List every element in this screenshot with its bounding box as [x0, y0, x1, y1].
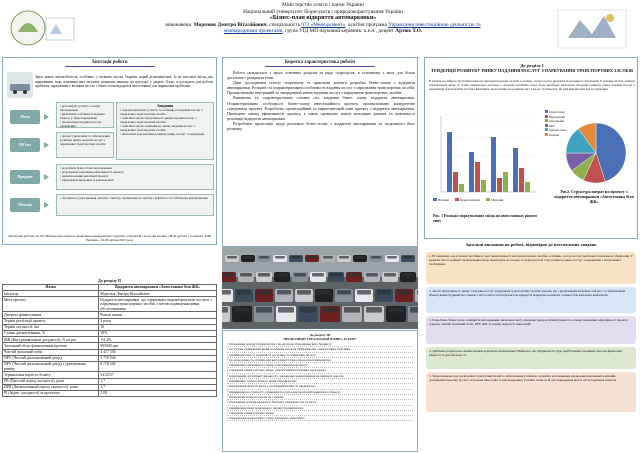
indicator-name: Мета проекту	[3, 297, 99, 312]
specialty-link[interactable]: 073 «Менеджмент»	[301, 21, 346, 28]
parking-distribution-chart	[431, 112, 541, 198]
ministry-line: Міністерство освіти і науки України	[282, 2, 364, 8]
table-row	[3, 391, 217, 397]
legend-item	[433, 198, 449, 202]
project-indicators-table	[2, 284, 217, 397]
indicator-value: Власні кошти	[99, 312, 217, 318]
section3-caption: До розділу ІІІ	[309, 333, 331, 337]
proposals-panel	[222, 330, 418, 452]
indicator-value: 3,08	[99, 391, 217, 397]
approbation-note: Апробація роботи: на VII Міжнародна науково-практична конференція студентів, аспірантів і молодих вчених «Нові рубежі у розвитку АПК України», 19-20 квітня 2023 року	[7, 234, 212, 243]
bar	[447, 132, 452, 192]
task-box-1	[56, 102, 114, 128]
proposal-item: • збільшення доходів місцевого бюджету підприємства та міста;	[227, 400, 413, 405]
conclusion-item: 3. Розроблено бізнес-план з відкриття автопарковки, визначено мету, завдання, джерела фінансування та основні показники ефективності проекту, зокрема, чистий грошовий потік, NPV, IRR та термін окупності інвестицій.	[426, 316, 636, 344]
task-item: ▪ розрахувати показники ефективності проекту	[60, 170, 211, 174]
section1-title: ТЕНДЕНЦІЇ РОЗВИТКУ РИНКУ НАДАННЯ ПОСЛУГ З ПАРКУВАННЯ ТРАНСПОРТНИХ ЗАСОБІВ	[430, 68, 634, 73]
node-methods: Методи	[10, 198, 40, 212]
conclusion-item: 4. Здійснено розрахунок оцінки ризиків відкриття автопарковки. Виявлено, що підприємство буде прибутковим з великим запасом фінансової міцності та рентабельності.	[426, 347, 636, 369]
proposal-item: • підвищення технологічного рівня підприємства;	[227, 379, 413, 384]
bar	[519, 168, 524, 192]
indicator-value: 1,7	[99, 378, 217, 384]
legend-swatch	[545, 115, 548, 118]
legend-label: Податки	[549, 133, 560, 137]
program-link[interactable]: Управління інвестиційною діяльністю та міжнародними проектами	[223, 21, 481, 35]
task-box-3	[56, 132, 114, 158]
conclusions-title: Загальні висновки по роботі, відповідно до поставлених завдань	[465, 242, 597, 247]
poster-title: «Бізнес-план відкриття автопарковки»	[269, 15, 377, 22]
proposal-item: • підвищення ефективності праці та мотивації персоналу;	[227, 363, 413, 368]
indicator-value: Відкриття автопарковки, що спрямована охарактеризувати послуги з паркування транспортних засобів, з метою підвищення рівня обслуговування	[99, 297, 217, 312]
proposal-item: • підвищення рівня позитивного іміджу підприємства;	[227, 406, 413, 411]
proposal-item: • відновлення екології міста у необхідній кількості паркомісць;	[227, 384, 413, 389]
indicator-value: 1,7	[99, 384, 217, 390]
task-item: ▪ визначити перспективи розвитку ринку послуг з паркування	[120, 132, 211, 136]
bar	[481, 180, 486, 192]
fig2-legend	[545, 110, 575, 138]
task-item: ▪ сформувати висновки та рекомендації	[60, 178, 211, 182]
bar	[503, 172, 508, 192]
legend-label: Оплата праці	[549, 111, 565, 114]
legend-item	[545, 133, 575, 138]
task-item: ▪ оцінити ризики реалізації проекту	[60, 174, 211, 178]
proposal-item: • збільшення доходу підприємства і як наслідок збільшення його бюджету;	[227, 342, 413, 347]
indicator-name: Джерело фінансування	[3, 312, 99, 318]
indicator-name: NPV (Чистий дисконтований дохід)	[3, 355, 99, 361]
table-row	[3, 361, 217, 372]
indicator-value: 4 417 536	[99, 349, 217, 355]
proposal-item: • підвищення доступності отримання послуги для реалізації приватного бізнесу;	[227, 390, 413, 395]
node-goal: Мета	[10, 110, 40, 124]
author-name: Морозюк Дмитро Віталійович	[193, 21, 267, 28]
legend-label: Відрахування	[549, 115, 566, 119]
indicator-name: Ставка дисконтування, %	[3, 330, 99, 336]
task-item: ▪ охарактеризувати сутність та особливості надання послуг з паркування транспортних засобів	[120, 108, 211, 116]
legend-swatch	[545, 133, 548, 136]
arrow-right-icon	[44, 142, 49, 148]
indicator-value: 3 718 546	[99, 355, 217, 361]
proposal-item: • створення нових робочих місць;	[227, 411, 413, 416]
task-box-2	[116, 102, 214, 160]
bar	[475, 162, 480, 192]
legend-swatch	[486, 198, 490, 201]
bar	[525, 182, 530, 192]
program-prefix: , освітня програма	[345, 21, 387, 28]
supervisor-prefix: , група УІД МП науковий керівник: к.е.н., доцент	[282, 28, 394, 35]
task-item: ▪ процес управління та забезпечення розвитку ринку надання послуг з паркування транспортних засобів	[60, 134, 111, 146]
proposals-title: ПРОПОЗИЦІЇ З РЕАЛІЗАЦІЇ БІЗНЕС-ПЛАНУ	[283, 337, 357, 341]
tasks-label: Завдання	[156, 104, 174, 108]
task-box-5	[56, 194, 214, 216]
legend-label: Перехоплюючі	[460, 198, 481, 202]
summary-paragraph-2: Дане дослідження описує теоретичну та практичні аспекти розробки бізнес-плану з відкриття автопарковки. Розкрито та охарактеризовано особливості надання послуг з паркування транспортних засобів. Проаналізовано внутрішній та закордонний ринок надання послуг з паркування транспортних засобів.	[227, 80, 415, 96]
table-header-value: Відкриття автопарковки «Автостоянка біля ЖК»	[99, 285, 217, 291]
arrow-right-icon	[44, 114, 49, 120]
indicator-value: 16	[99, 324, 217, 330]
annotation-panel	[2, 57, 217, 245]
bar	[491, 137, 496, 192]
author-prefix: виконавець:	[165, 21, 193, 28]
legend-label: Підземні	[491, 198, 504, 202]
node-object: Об'єкт	[10, 138, 40, 152]
task-box-4	[56, 164, 214, 190]
supervisor-name: Артюх Т.О.	[395, 28, 423, 35]
task-item: ▪ здійснити аналіз внутрішнього ринку надання послуг з паркування транспортних засобів	[120, 116, 211, 124]
goals-diagram	[6, 102, 216, 232]
indicator-name: NPV (Чистий дисконтований дохід) з урахуванням ризику	[3, 361, 99, 372]
annotation-title: Анотація роботи	[91, 60, 128, 65]
bar	[469, 152, 474, 192]
bar	[513, 148, 518, 192]
legend-swatch	[455, 198, 459, 201]
legend-swatch	[545, 119, 548, 122]
faculty-logo-right	[552, 4, 632, 54]
legend-swatch	[545, 110, 548, 113]
legend-label: Орендна плата	[549, 129, 567, 133]
annotation-intro: Зараз ринок автомобілістів, особливо, у великих містах України, вкрай різноманітних. Їх не вистачає місць для паркування, тому власники авто змушені залишати машину на тротуарі, у дворах. Отже, я дослідила для роботи проблему паркування у великих містах і бізнес-план відкриття автостоянки для вирішення проблеми.	[35, 75, 213, 88]
table-header-name: Назва	[3, 285, 99, 291]
task-item: ▪ розробити бізнес-план автопарковки	[60, 166, 211, 170]
arrow-right-icon	[44, 174, 49, 180]
proposal-item: • створення нових робочих місць, забезпечення населення умов праці;	[227, 368, 413, 373]
proposal-item: • підвищення якості надання та доступності отриманих послуг;	[227, 353, 413, 358]
legend-label: Амортизація	[549, 120, 565, 124]
indicator-value: 995000 грн	[99, 343, 217, 349]
indicator-value: 111,2%	[99, 337, 217, 343]
market-text: В умовах постійного зростання кількості автотранспортних засобів, особливо, гостро постає проблема їх належного зберігання. У великих містах, дефіцит паркувальних місць та сумна паркувальна культура є об'єктом постійних скарг. Тому необхідно визначити тенденції розвитку ринку надання послуг з паркування транспортних засобів і визначити, як це вплине на розвиток міст і всього суспільства. Ці дані використані для дослідження.	[429, 79, 635, 91]
indicator-value: Морозюк Дмитро Віталійович	[99, 291, 217, 297]
conclusion-item: 5. Запропоновано для досягнення стратегічних цілей та забезпечення успішного розвитку автопарковки проведення рекламних кампаній, розширення переліку послуг, залучення інвесторів та впровадження сучасних технологій для покращення якості обслуговування клієнтів.	[426, 372, 636, 412]
node-subject: Предмет	[10, 170, 40, 184]
summary-paragraph-3: Визначено та охарактеризовано основні ціл, завдання бізнес плану відкриття автопарковки. Охарактеризовано особливості бізнес-плану інвестиційного проекту, проаналізовано конкурентне середовище проекту. Розроблено організаційний та маркетинговий план проекту з відкриття автопарковки. Проведено оцінку ефективності проекту, а також проведено аналіз можливих ризиків та можливості реалізації відкриття автопарковки.	[227, 95, 415, 121]
conclusion-item: 2. Аналіз внутрішнього ринку з надання послуг паркування транспортних засобів показав, що з урахуванням можливостей міст та забезпечення фінансування будівництва стоянок у місті, варто орієнтуватися на відкриття відкритих наземних стоянок біля житлових комплексів.	[426, 287, 636, 313]
indicator-value: 8 718 546	[99, 361, 217, 372]
summary-paragraph-1: Робота складається з трьох основних розділів та ряду підрозділів, в основному з яких для більш детального розкриття теми.	[227, 70, 415, 81]
indicator-value: 5412537	[99, 372, 217, 378]
legend-label: Інші	[549, 124, 555, 128]
university-line: Національний університет біоресурсів і природокористування України	[243, 8, 403, 15]
indicator-value: 18%	[99, 330, 217, 336]
legend-label: Наземні	[438, 198, 449, 202]
proposal-item: • збільшення кількості місць на стоянці;	[227, 395, 413, 400]
indicator-name: PB (Простий період окупності), роки	[3, 378, 99, 384]
parking-lot-photo	[222, 247, 418, 329]
fig1-caption: Рис. 1 Розподіл паркувальних місць на автостоянках різного типу	[433, 214, 538, 223]
task-item: ▪ здійснити аналіз зовнішнього ринку надання послуг з паркування транспортних засобів	[120, 124, 211, 132]
task-item: ▪ системного узагальнення, аналізу і синтезу, порівняльного аналізу, графічного та табличного відображення	[60, 196, 211, 200]
legend-swatch	[433, 198, 437, 201]
indicator-name: Чистий грошовий потік	[3, 349, 99, 355]
bar	[453, 172, 458, 192]
legend-swatch	[545, 124, 548, 127]
section1-caption: До розділу І	[520, 63, 544, 68]
proposal-item: • покращення організації діяльності, зменшення навантаження на прилеглі дороги;	[227, 374, 413, 379]
indicator-name: IRR (Внутрішня норма дохідності), % на рік	[3, 337, 99, 343]
indicator-name: Термін реалізації проекту	[3, 318, 99, 324]
proposal-item: • удосконалення та оптимізація внутрішніх бізнес-процесів підприємства;	[227, 358, 413, 363]
conclusion-item: 1. Встановлено, що в умовах постійного зростання кількості автотранспортних засобів, особливо, гостро постає проблема їх належного зберігання. У великих містах дефіцит паркувальних місць призводить до заторів та незручностей, тому розвиток ринку послуг з паркування є актуальним і необхідним.	[426, 252, 636, 284]
indicator-name: Ініціатор	[3, 291, 99, 297]
indicator-name: PI (Індекс дохідності) за проектом	[3, 391, 99, 397]
arrow-right-icon	[44, 202, 49, 208]
bar	[497, 178, 502, 192]
poster-header	[158, 2, 488, 35]
legend-item	[486, 198, 503, 202]
bar	[459, 184, 464, 192]
indicator-name: Загальний обсяг фінансування проекту	[3, 343, 99, 349]
indicator-name: Термінальна вартість бізнесу	[3, 372, 99, 378]
summary-paragraph-4: Розроблено пропозиції щодо реалізації бізнес-плану з відкриття автопарковки та подальшого його розвитку.	[227, 120, 415, 132]
indicator-name: Термін окупності, мм	[3, 324, 99, 330]
summary-title: Коротка характеристика роботи	[284, 60, 356, 65]
indicator-name: DPB (Дисконтований період окупності), роки	[3, 384, 99, 390]
section2-caption: До розділу ІІ	[97, 278, 121, 283]
proposal-item: • поступове підвищення рівня постійних клієнтів підприємства «Автостоянка біля ЖК»;	[227, 347, 413, 352]
task-item: ▪ розглянути сутність та види автопарковок	[60, 104, 111, 112]
market-trends-panel	[424, 57, 638, 239]
task-item: ▪ визначити особливості ведення бізнесу у сфері паркування	[60, 112, 111, 120]
table-row	[3, 297, 217, 312]
legend-swatch	[545, 128, 548, 131]
car-thumbnail	[7, 72, 33, 98]
work-summary-panel	[222, 57, 418, 247]
task-item: ▪ проаналізувати ринок послуг паркування	[60, 120, 111, 128]
university-logo-left	[6, 4, 78, 54]
proposal-item: • покращення екологічного стану житлового комплексу.	[227, 416, 413, 421]
legend-item	[455, 198, 480, 202]
fig1-legend	[433, 198, 543, 202]
fig2-caption: Рис2. Структура витрат по проекту з відкриття автопарковки «Автостоянка біля ЖК»	[554, 189, 634, 204]
indicator-value: 3 роки	[99, 318, 217, 324]
specialty-prefix: , спеціальність	[266, 21, 300, 28]
